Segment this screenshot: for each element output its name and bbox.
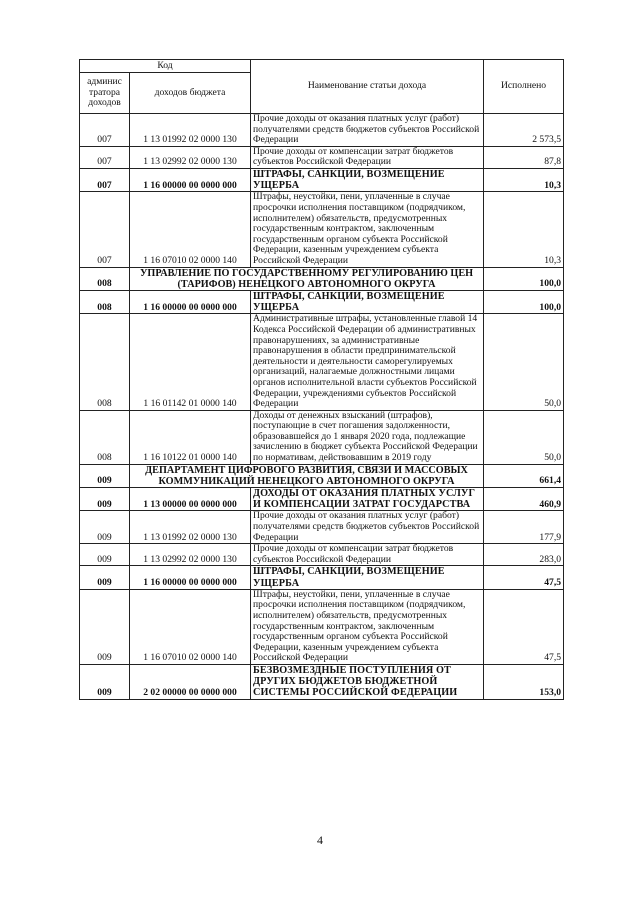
table-row <box>80 168 564 191</box>
admin-code-cell: 008 <box>80 410 130 464</box>
admin-code-cell: 009 <box>80 665 130 700</box>
header-admin-line: админис <box>87 76 122 88</box>
executed-value-cell: 87,8 <box>484 146 564 168</box>
executed-value-cell: 153,0 <box>484 665 564 700</box>
header-done: Исполнено <box>484 60 564 114</box>
table-row <box>80 410 564 464</box>
department-name-cell: ДЕПАРТАМЕНТ ЦИФРОВОГО РАЗВИТИЯ, СВЯЗИ И МАССОВЫХ КОММУНИКАЦИЙ НЕНЕЦКОГО АВТОНОМНОГО ОКРУГА <box>130 464 484 487</box>
income-code-cell: 1 16 00000 00 0000 000 <box>130 290 251 313</box>
table-row <box>80 665 564 700</box>
admin-code-cell: 009 <box>80 589 130 664</box>
department-name-cell: УПРАВЛЕНИЕ ПО ГОСУДАРСТВЕННОМУ РЕГУЛИРОВАНИЮ ЦЕН (ТАРИФОВ) НЕНЕЦКОГО АВТОНОМНОГО ОКРУГА <box>130 267 484 290</box>
executed-value-cell: 50,0 <box>484 314 564 410</box>
executed-value-cell: 47,5 <box>484 589 564 664</box>
income-code-cell: 2 02 00000 00 0000 000 <box>130 665 251 700</box>
income-code-cell: 1 16 01142 01 0000 140 <box>130 314 251 410</box>
admin-code-cell: 007 <box>80 192 130 267</box>
header-income: доходов бюджета <box>130 73 251 114</box>
income-code-cell: 1 13 02992 02 0000 130 <box>130 544 251 566</box>
income-code-cell: 1 13 00000 00 0000 000 <box>130 488 251 511</box>
table-row <box>80 146 564 168</box>
admin-code-cell: 008 <box>80 267 130 290</box>
executed-value-cell: 2 573,5 <box>484 114 564 147</box>
table-row <box>80 566 564 589</box>
table-row <box>80 192 564 267</box>
income-code-cell: 1 16 07010 02 0000 140 <box>130 192 251 267</box>
table-row <box>80 314 564 410</box>
income-code-cell: 1 16 10122 01 0000 140 <box>130 410 251 464</box>
admin-code-cell: 007 <box>80 168 130 191</box>
admin-code-cell: 009 <box>80 544 130 566</box>
income-name-cell: Административные штрафы, установленные главой 14 Кодекса Российской Федерации об административных правонарушениях, за административные правонарушения в области предпринимательской деятельности и деятельности саморегулируемых организаций, налагаемые должностными лицами органов исполнительной власти субъектов Российской Федерации, учреждениями субъектов Российской Федерации <box>251 314 484 410</box>
admin-code-cell: 007 <box>80 114 130 147</box>
executed-value-cell: 47,5 <box>484 566 564 589</box>
admin-code-cell: 009 <box>80 464 130 487</box>
header-admin-line: доходов <box>88 97 121 109</box>
executed-value-cell: 283,0 <box>484 544 564 566</box>
income-name-cell: Прочие доходы от оказания платных услуг (работ) получателями средств бюджетов субъектов Российской Федерации <box>251 114 484 147</box>
table-row <box>80 290 564 313</box>
income-name-cell: ШТРАФЫ, САНКЦИИ, ВОЗМЕЩЕНИЕ УЩЕРБА <box>251 290 484 313</box>
income-name-cell: Прочие доходы от оказания платных услуг (работ) получателями средств бюджетов субъектов Российской Федерации <box>251 511 484 544</box>
header-kod: Код <box>80 60 251 73</box>
income-name-cell: Штрафы, неустойки, пени, уплаченные в случае просрочки исполнения поставщиком (подрядчиком, исполнителем) обязательств, предусмотренных государственным контрактом, заключенным государственным органом субъекта Российской Федерации, казенным учреждением субъекта Российской Федерации <box>251 192 484 267</box>
admin-code-cell: 009 <box>80 488 130 511</box>
table-row <box>80 267 564 290</box>
admin-code-cell: 008 <box>80 290 130 313</box>
executed-value-cell: 10,3 <box>484 168 564 191</box>
income-name-cell: БЕЗВОЗМЕЗДНЫЕ ПОСТУПЛЕНИЯ ОТ ДРУГИХ БЮДЖЕТОВ БЮДЖЕТНОЙ СИСТЕМЫ РОССИЙСКОЙ ФЕДЕРАЦИИ <box>251 665 484 700</box>
table-row <box>80 464 564 487</box>
income-name-cell: ШТРАФЫ, САНКЦИИ, ВОЗМЕЩЕНИЕ УЩЕРБА <box>251 566 484 589</box>
page-number: 4 <box>317 833 323 847</box>
income-name-cell: ШТРАФЫ, САНКЦИИ, ВОЗМЕЩЕНИЕ УЩЕРБА <box>251 168 484 191</box>
income-name-cell: ДОХОДЫ ОТ ОКАЗАНИЯ ПЛАТНЫХ УСЛУГ И КОМПЕНСАЦИИ ЗАТРАТ ГОСУДАРСТВА <box>251 488 484 511</box>
income-code-cell: 1 13 01992 02 0000 130 <box>130 114 251 147</box>
income-table <box>79 59 564 700</box>
income-code-cell: 1 13 02992 02 0000 130 <box>130 146 251 168</box>
table-row <box>80 589 564 664</box>
executed-value-cell: 460,9 <box>484 488 564 511</box>
executed-value-cell: 661,4 <box>484 464 564 487</box>
header-name: Наименование статьи дохода <box>251 60 484 114</box>
executed-value-cell: 100,0 <box>484 267 564 290</box>
table-row <box>80 488 564 511</box>
table-row <box>80 544 564 566</box>
admin-code-cell: 009 <box>80 511 130 544</box>
executed-value-cell: 50,0 <box>484 410 564 464</box>
executed-value-cell: 10,3 <box>484 192 564 267</box>
admin-code-cell: 007 <box>80 146 130 168</box>
executed-value-cell: 100,0 <box>484 290 564 313</box>
income-code-cell: 1 13 01992 02 0000 130 <box>130 511 251 544</box>
income-name-cell: Прочие доходы от компенсации затрат бюджетов субъектов Российской Федерации <box>251 146 484 168</box>
income-name-cell: Штрафы, неустойки, пени, уплаченные в случае просрочки исполнения поставщиком (подрядчиком, исполнителем) обязательств, предусмотренных государственным контрактом, заключенным государственным органом субъекта Российской Федерации, казенным учреждением субъекта Российской Федерации <box>251 589 484 664</box>
executed-value-cell: 177,9 <box>484 511 564 544</box>
income-code-cell: 1 16 00000 00 0000 000 <box>130 566 251 589</box>
income-name-cell: Доходы от денежных взысканий (штрафов), поступающие в счет погашения задолженности, образовавшейся до 1 января 2020 года, подлежащие зачислению в бюджет субъекта Российской Федерации по нормативам, действовавшим в 2019 году <box>251 410 484 464</box>
income-code-cell: 1 16 00000 00 0000 000 <box>130 168 251 191</box>
header-admin <box>80 73 130 114</box>
admin-code-cell: 009 <box>80 566 130 589</box>
table-row <box>80 114 564 147</box>
income-name-cell: Прочие доходы от компенсации затрат бюджетов субъектов Российской Федерации <box>251 544 484 566</box>
header-admin-line: тратора <box>88 86 121 98</box>
table-row <box>80 511 564 544</box>
income-code-cell: 1 16 07010 02 0000 140 <box>130 589 251 664</box>
admin-code-cell: 008 <box>80 314 130 410</box>
